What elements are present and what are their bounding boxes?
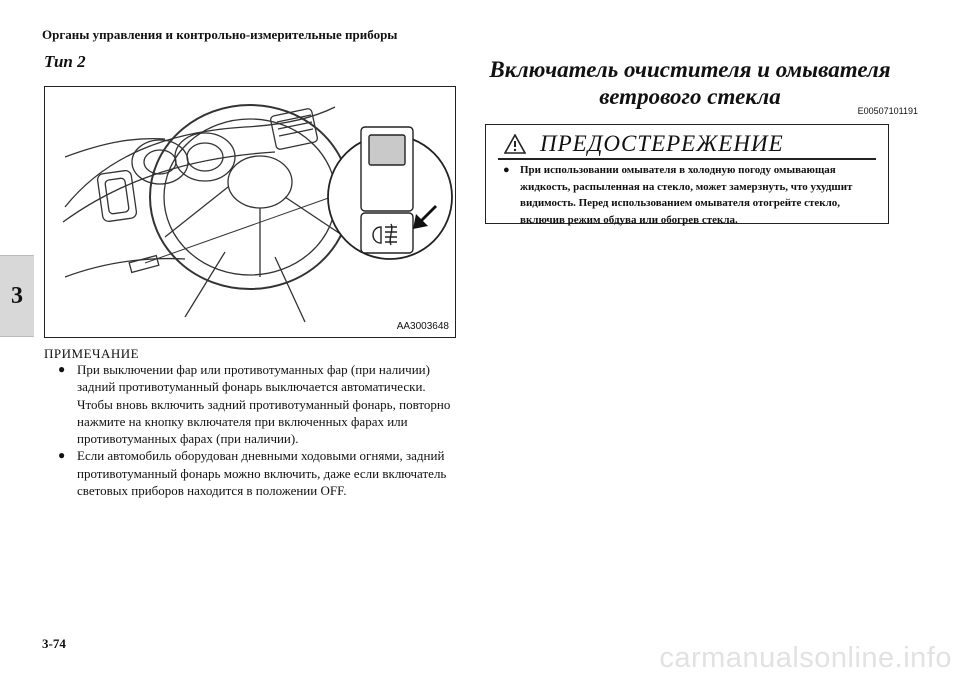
bullet-icon: ● (58, 362, 66, 376)
dashboard-drawing (45, 87, 455, 337)
note-list (58, 361, 458, 499)
section-number: 3 (11, 282, 23, 309)
figure-code: AA3003648 (396, 321, 449, 332)
warning-title: ПРЕДОСТЕРЕЖЕНИЕ (540, 131, 784, 156)
page-number: 3-74 (42, 636, 66, 651)
note-item (58, 447, 458, 499)
section-tab (0, 255, 34, 337)
bullet-icon: ● (58, 448, 66, 463)
running-header: Органы управления и контрольно-измерительные приборы (42, 27, 398, 42)
bullet-icon: ● (503, 164, 510, 176)
warning-header (504, 131, 784, 157)
warning-triangle-icon (504, 134, 526, 154)
warning-divider (498, 158, 876, 160)
warning-text-content: При использовании омывателя в холодную погоду омывающая жидкость, распыленная на стекло, может замерзнуть, что ухудшит видимость. Перед использованием омывателя отогрейте стекло, включив режим обдува или обогрев стекла. (520, 164, 853, 226)
dashboard-illustration (44, 86, 456, 338)
subhead-type: Тип 2 (44, 52, 86, 71)
warning-text (503, 162, 880, 228)
note-text: При выключении фар или противотуманных фар (при наличии) задний противотуманный фонарь выключается автоматически. Чтобы вновь включить задний противотуманный фонарь, повторно нажмите на кнопку включателя при включенных фарах или противотуманных фарах (при наличии). (77, 362, 451, 447)
note-text: Если автомобиль оборудован дневными ходовыми огнями, задний противотуманный фонарь можно включить, даже если включатель световых приборов находится в положении OFF. (77, 448, 447, 499)
reference-code: E00507101191 (857, 106, 918, 116)
section-title-line: Включатель очистителя и омывателя (489, 57, 891, 82)
note-label: ПРИМЕЧАНИЕ (44, 346, 140, 361)
section-title (470, 56, 910, 110)
note-item (58, 361, 458, 447)
watermark: carmanualsonline.info (659, 642, 952, 674)
section-title-line: ветрового стекла (599, 84, 781, 109)
warning-box (485, 124, 889, 224)
